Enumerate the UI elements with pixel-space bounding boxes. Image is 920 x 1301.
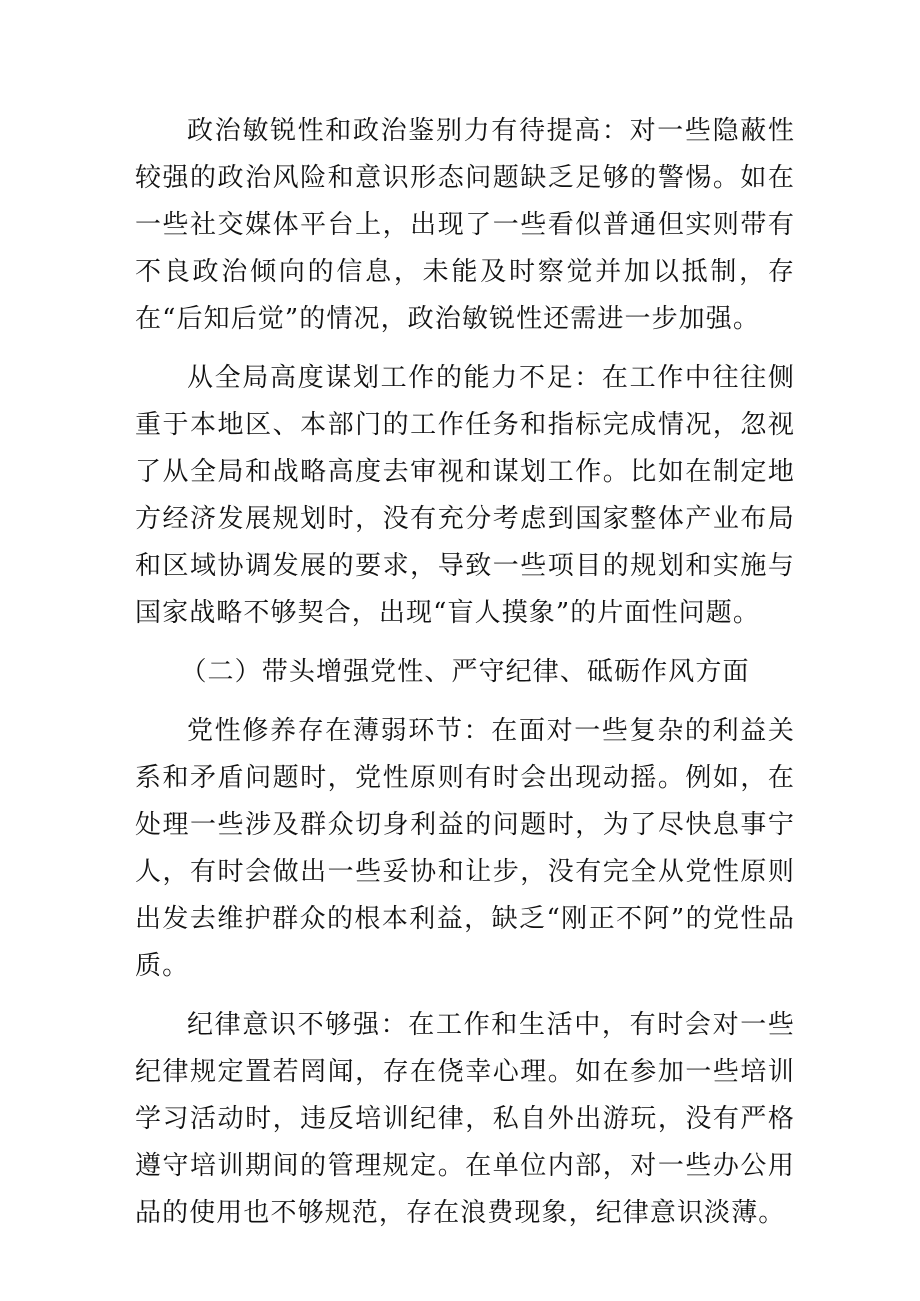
paragraph-discipline: 纪律意识不够强：在工作和生活中，有时会对一些纪律规定置若罔闻，存在侥幸心理。如在参加一些培训学习活动时，违反培训纪律，私自外出游玩，没有严格遵守培训期间的管理规定。在单位内部，对一些办公用品的使用也不够规范，存在浪费现象，纪律意识淡薄。 xyxy=(135,1010,795,1228)
paragraph-political-sensitivity: 政治敏锐性和政治鉴别力有待提高：对一些隐蔽性较强的政治风险和意识形态问题缺乏足够的警惕。如在一些社交媒体平台上，出现了一些看似普通但实则带有不良政治倾向的信息，未能及时察觉并加以抵制，存在“后知后觉”的情况，政治敏锐性还需进一步加强。 xyxy=(135,116,795,334)
document-body xyxy=(135,108,795,1249)
section-heading: （二）带头增强党性、严守纪律、砥砺作风方面 xyxy=(180,657,750,687)
paragraph-overall-planning: 从全局高度谋划工作的能力不足：在工作中往往侧重于本地区、本部门的工作任务和指标完成情况，忽视了从全局和战略高度去审视和谋划工作。比如在制定地方经济发展规划时，没有充分考虑到国家整体产业布局和区域协调发展的要求，导致一些项目的规划和实施与国家战略不够契合，出现“盲人摸象”的片面性问题。 xyxy=(135,363,795,628)
paragraph-party-spirit: 党性修养存在薄弱环节：在面对一些复杂的利益关系和矛盾问题时，党性原则有时会出现动摇。例如，在处理一些涉及群众切身利益的问题时，为了尽快息事宁人，有时会做出一些妥协和让步，没有完全从党性原则出发去维护群众的根本利益，缺乏“刚正不阿”的党性品质。 xyxy=(135,716,795,981)
